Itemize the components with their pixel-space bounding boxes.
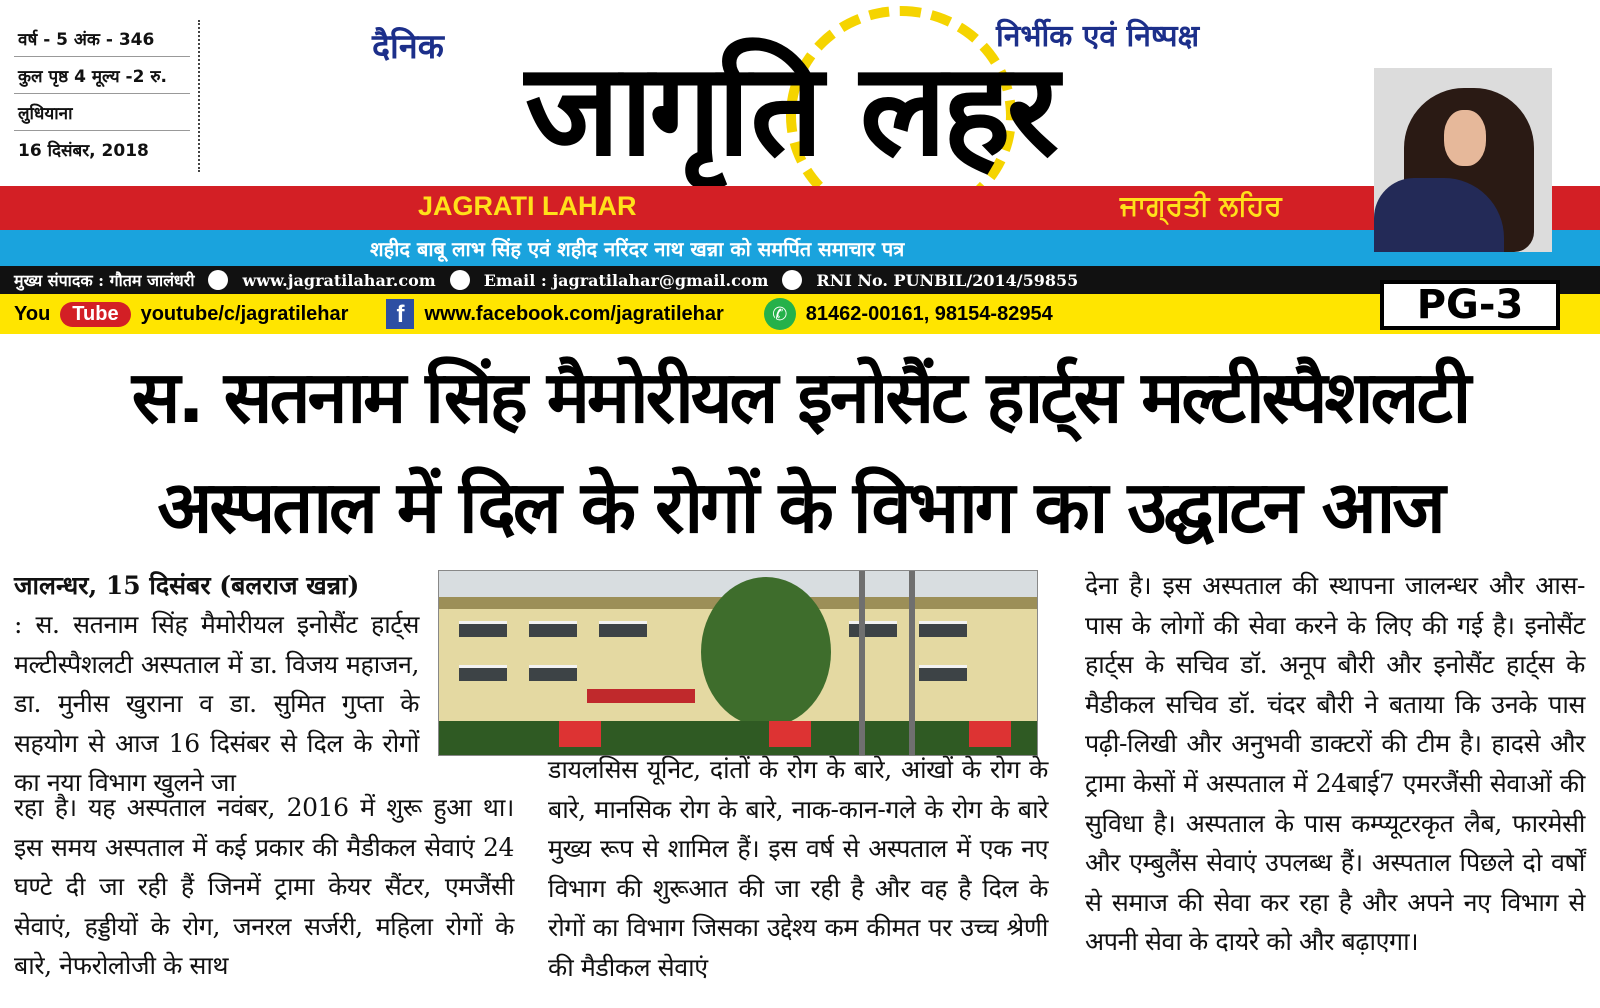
title-band: [0, 186, 1600, 230]
photo-window: [919, 665, 967, 681]
photo-window: [459, 665, 507, 681]
dedication-band: [0, 230, 1600, 266]
issue-date: 16 दिसंबर, 2018: [18, 141, 149, 161]
page-number-badge: PG-3: [1380, 280, 1560, 330]
issue-city: लुधियाना: [14, 94, 190, 131]
headline-line-2: अस्पताल में दिल के रोगों के विभाग का उद्घाटन आज: [157, 465, 1443, 549]
facebook-icon: f: [386, 299, 414, 329]
youtube-you: You: [14, 302, 51, 325]
youtube-link[interactable]: youtube/c/jagratilehar: [140, 302, 349, 325]
issue-info: [14, 20, 200, 172]
bullet-icon: [450, 270, 470, 290]
photo-face: [1444, 110, 1486, 166]
photo-sign: [769, 721, 811, 747]
title-punjabi: ਜਾਗ੍ਰਤੀ ਲਹਿਰ: [1120, 189, 1282, 222]
dateline: जालन्धर, 15 दिसंबर (बलराज खन्ना): [14, 571, 360, 600]
facebook-link[interactable]: www.facebook.com/jagratilehar: [424, 302, 724, 325]
dedication-text: शहीद बाबू लाभ सिंह एवं शहीद नरिंदर नाथ खन्ना को समर्पित समाचार पत्र: [370, 237, 905, 261]
article-column-1-bottom: रहा है। यह अस्पताल नवंबर, 2016 में शुरू हुआ था। इस समय अस्पताल में कई प्रकार की मैडीकल सेवाएं 24 घण्टे दी जा रही हैं जिनमें ट्रामा केयर सैंटर, एमजैंसी सेवाएं, हड्डीयों के रोग, जनरल सर्जरी, महिला रोगों के बारे, नेफरोलोजी के साथ: [14, 793, 514, 981]
social-band: [0, 294, 1600, 334]
brand-tagline: निर्भीक एवं निष्पक्ष: [996, 19, 1200, 54]
youtube-icon: Tube: [60, 302, 130, 327]
photo-pole: [909, 571, 915, 756]
photo-window: [849, 621, 897, 637]
photo-window: [599, 621, 647, 637]
photo-pole: [859, 571, 865, 756]
photo-sign: [969, 721, 1011, 747]
article-column-1-top: : स. सतनाम सिंह मैमोरीयल इनोसैंट हार्ट्स मल्टीस्पैशलटी अस्पताल में डा. विजय महाजन, डा. मुनीस खुराना व डा. सुमित गुप्ता के सहयोग से आज 16 दिसंबर से दिल के रोगों का नया विभाग खुलने जा: [14, 610, 419, 798]
hospital-photo: [438, 570, 1038, 756]
bullet-icon: [782, 270, 802, 290]
photo-window: [919, 621, 967, 637]
title-english: JAGRATI LAHAR: [418, 191, 637, 221]
article-column-3: देना है। इस अस्पताल की स्थापना जालन्धर और आस-पास के लोगों की सेवा करने के लिए की गई है। इनोसैंट हार्ट्स के सचिव डॉ. अनूप बौरी और इनोसैंट हार्ट्स के मैडीकल सचिव डॉ. चंदर बौरी ने बताया कि उनके पास पढ़ी-लिखी और अनुभवी डाक्टरों की टीम है। हादसे और ट्रामा केसों में अस्पताल में 24बाई7 एमरजैंसी सेवाओं की सुविधा है। अस्पताल के पास कम्प्यूटरकृत लैब, फारमेसी और एम्बुलैंस सेवाएं उपलब्ध हैं। अस्पताल पिछले दो वर्षों से समाज की सेवा कर रहा है और अपने नए विभाग से अपनी सेवा के दायरे को और बढ़ाएगा।: [1085, 571, 1585, 957]
issue-pages-price: कुल पृष्ठ 4 मूल्य -2 रु.: [14, 57, 190, 94]
bullet-icon: [208, 270, 228, 290]
photo-window: [459, 621, 507, 637]
website-link[interactable]: www.jagratilahar.com: [242, 270, 436, 290]
whatsapp-icon: ✆: [764, 298, 796, 330]
headline-line-1: स. सतनाम सिंह मैमोरीयल इनोसैंट हार्ट्स मल्टीस्पैशलटी: [131, 355, 1469, 439]
rni-number: RNI No. PUNBIL/2014/59855: [816, 270, 1079, 290]
contact-band: [0, 266, 1600, 294]
photo-window: [529, 621, 577, 637]
headline: [0, 342, 1600, 562]
phone-numbers: 81462-00161, 98154-82954: [805, 302, 1053, 325]
brand-dainik: दैनिक: [372, 27, 444, 67]
photo-sign: [559, 721, 601, 747]
email-link[interactable]: Email : jagratilahar@gmail.com: [483, 270, 769, 290]
photo-window: [529, 665, 577, 681]
issue-volume: वर्ष - 5 अंक - 346: [14, 20, 190, 57]
article-column-2: डायलसिस यूनिट, दांतों के रोग के बारे, आंखों के रोग के बारे, मानसिक रोग के बारे, नाक-कान-गले के रोग के बारे मुख्य रूप से शामिल हैं। इस वर्ष से अस्पताल में एक नए विभाग की शुरूआत की जा रही है और वह है दिल के रोगों का विभाग जिसका उद्देश्य कम कीमत पर उच्च श्रेणी की मैडीकल सेवाएं: [548, 755, 1048, 982]
editor-photo: [1374, 68, 1552, 252]
photo-tree: [701, 577, 831, 727]
photo-hospital-banner: [587, 689, 695, 703]
chief-editor: मुख्य संपादक : गौतम जालंधरी: [14, 271, 195, 290]
newspaper-title: जागृति लहर: [525, 36, 1055, 185]
